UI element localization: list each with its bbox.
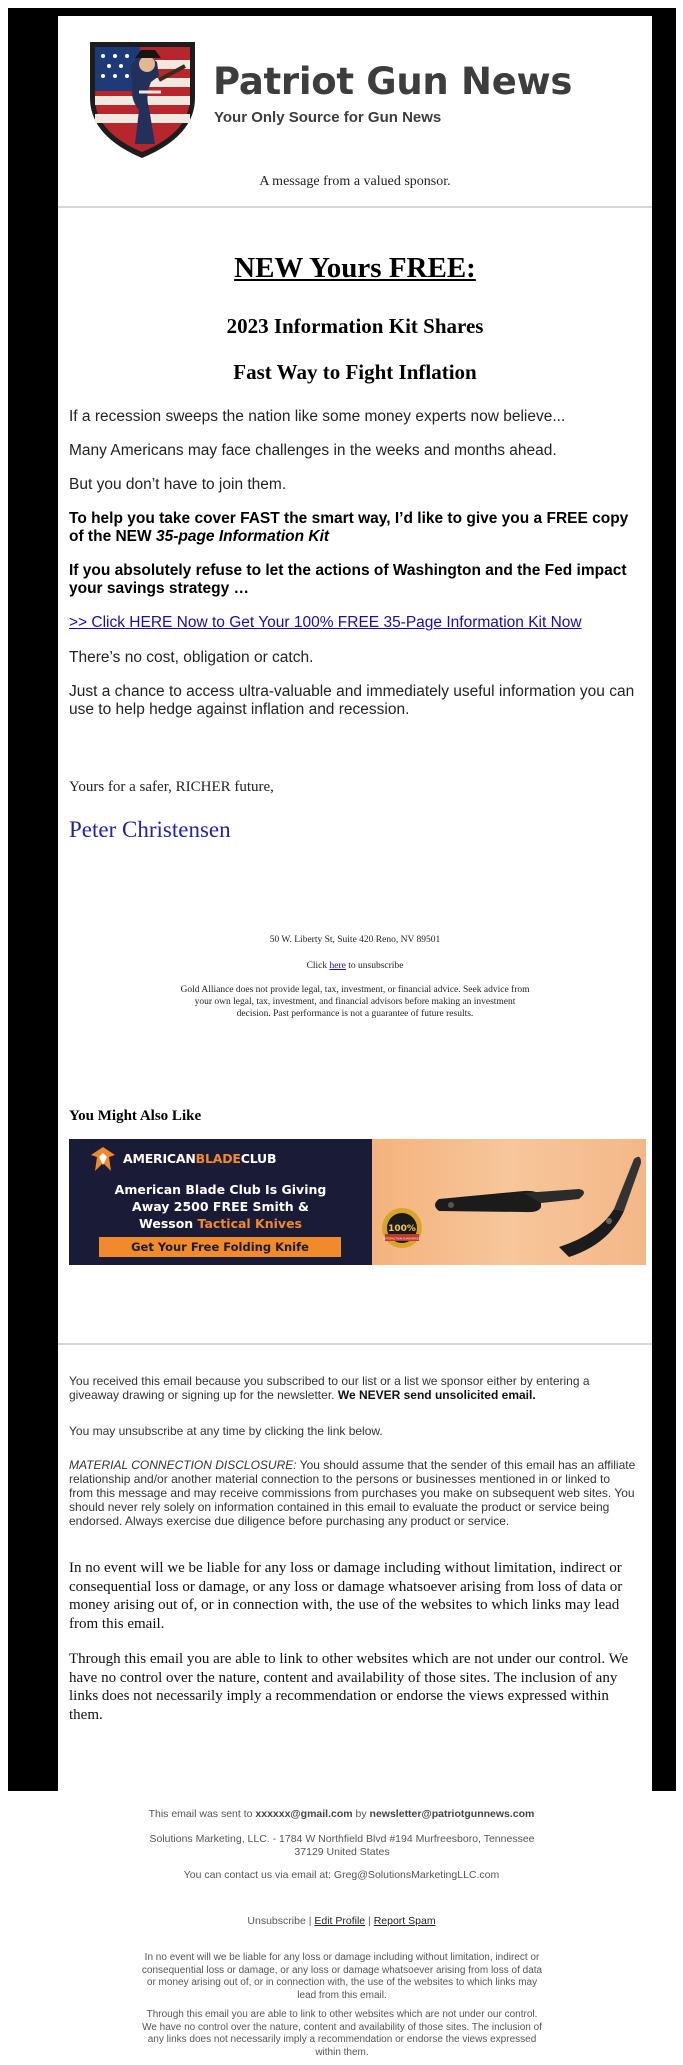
unsubscribe-notice: You may unsubscribe at any time by clicking the link below. [69, 1424, 383, 1438]
banner-line-3-a: Wesson [139, 1216, 198, 1231]
material-connection-disclosure [69, 1458, 637, 1528]
blade-club-ad-banner[interactable] [69, 1139, 646, 1265]
brand-name [123, 1151, 276, 1166]
paragraph-chance: Just a chance to access ultra-valuable and immediately useful information you can use to help hedge against inflation and recession. [69, 683, 635, 718]
eagle-icon [89, 1145, 117, 1173]
subscription-notice-text: You received this email because you subscribed to our list or a list we sponsor either by entering a giveaway drawing or signing up for the newsletter. [69, 1374, 590, 1402]
sponsor-unsubscribe-link[interactable]: here [329, 961, 346, 971]
header-divider [58, 206, 652, 208]
blade-club-brand [89, 1145, 277, 1173]
sent-by: by [352, 1808, 370, 1820]
footer-external-links: Through this email you are able to link to other websites which are not under our control. We have no control over the nature, content and availability of those sites. The inclusion of any links does not necessarily imply a recommendation or endorse the views expressed within them. [142, 2009, 542, 2058]
banner-line-3-b: Tactical Knives [197, 1216, 302, 1231]
sponsor-notice: A message from a valued sponsor. [259, 174, 451, 189]
no-unsolicited-email: We NEVER send unsolicited email. [337, 1388, 536, 1402]
subheadline-kit: 2023 Information Kit Shares [226, 314, 484, 338]
sponsor-unsubscribe-line [58, 960, 652, 972]
external-links-disclaimer: Through this email you are able to link to other websites which are not under our control. We have no control over the nature, content and availability of those sites. The inclusion of any links does not necessarily imply a recommendation or endorse the views expressed within them. [69, 1651, 629, 1723]
recipient-email: xxxxxx@gmail.com [255, 1808, 353, 1820]
footer-liability: In no event will we be liable for any loss or damage including without limitation, indirect or consequential loss or damage, or any loss or damage whatsoever arising from loss of data or money arising out of, or in connection with, the use of the websites to which links may lead from this email. [141, 1952, 543, 2001]
cta-paragraph [69, 614, 645, 632]
paragraph-challenges: Many Americans may face challenges in the weeks and months ahead. [69, 442, 557, 459]
patriot-shield-logo [85, 36, 200, 161]
unsubscribe-link[interactable]: Unsubscribe [247, 1915, 306, 1927]
free-knife-button[interactable]: Get Your Free Folding Knife [99, 1237, 341, 1257]
banner-line-3 [69, 1215, 372, 1232]
intro-paragraph: If a recession sweeps the nation like some money experts now believe... [69, 408, 566, 425]
unsubscribe-prefix: Click [306, 961, 330, 971]
sent-prefix: This email was sent to [148, 1808, 256, 1820]
sent-to-line [0, 1808, 683, 1821]
company-address: Solutions Marketing, LLC. - 1784 W Northfield Blvd #194 Murfreesboro, Tennessee 37129 United States [149, 1833, 535, 1858]
disclosure-label: MATERIAL CONNECTION DISCLOSURE: [69, 1458, 297, 1472]
sponsor-address: 50 W. Liberty St, Suite 420 Reno, NV 89501 [269, 935, 441, 945]
email-frame [8, 8, 676, 1791]
sender-email: newsletter@patriotgunnews.com [369, 1808, 535, 1820]
folding-knives-icon [429, 1149, 644, 1259]
free-copy-kit-name: 35-page Information Kit [155, 528, 330, 545]
footer-separator: | [365, 1915, 374, 1927]
report-spam-link[interactable]: Report Spam [373, 1915, 436, 1927]
banner-line-1: American Blade Club Is Giving [114, 1182, 327, 1197]
footer-separator: | [305, 1915, 315, 1927]
main-headline: NEW Yours FREE: [234, 252, 476, 284]
contact-line: You can contact us via email at: Greg@SolutionsMarketingLLC.com [183, 1869, 500, 1881]
also-like-heading: You Might Also Like [69, 1108, 202, 1124]
site-title: Patriot Gun News [213, 60, 573, 103]
disclosure-text: You should assume that the sender of this email has an affiliate relationship and/or another material connection to the persons or businesses mentioned in or linked to from this message and may receive commissions from purchases you make on subsequent web sites. You should never rely solely on information contained in this email to evaluate the product or service being endorsed. Always exercise due diligence before purchasing any product or service. [69, 1458, 636, 1528]
site-tagline: Your Only Source for Gun News [214, 109, 442, 126]
email-card [58, 16, 652, 1799]
paragraph-free-copy [69, 510, 645, 546]
newsletter-header [58, 16, 652, 206]
subscription-notice [69, 1374, 637, 1402]
free-kit-cta-link[interactable]: >> Click HERE Now to Get Your 100% FREE 35-Page Information Kit Now [69, 614, 582, 631]
paragraph-dont-join: But you don’t have to join them. [69, 476, 287, 493]
section-divider [58, 1343, 652, 1345]
badge-percent: 100% [388, 1224, 416, 1234]
badge-guarantee-text: SATISFACTION GUARANTEED [383, 1237, 421, 1241]
sponsor-disclaimer: Gold Alliance does not provide legal, tax, investment, or financial advice. Seek advice from your own legal, tax, investment, and financial advisors before making an investment decision. Past performance is not a guarantee of future results. [180, 985, 530, 1019]
liability-disclaimer: In no event will we be liable for any loss or damage including without limitation, indirect or consequential loss or damage, or any loss or damage whatsoever arising from loss of data or money arising out of, or in connection with, the use of the websites to which links may lead from this email. [69, 1560, 623, 1632]
free-copy-text: To help you take cover FAST the smart way, I’d like to give you a FREE copy of the NEW [69, 510, 629, 545]
subheadline-inflation: Fast Way to Fight Inflation [233, 360, 477, 384]
unsubscribe-suffix: to unsubscribe [345, 961, 404, 971]
banner-headline [69, 1181, 372, 1232]
brand-word-blade: BLADE [195, 1151, 241, 1166]
brand-word-american: AMERICAN [123, 1151, 196, 1166]
edit-profile-link[interactable]: Edit Profile [314, 1915, 366, 1927]
signoff: Yours for a safer, RICHER future, [69, 779, 274, 795]
signature: Peter Christensen [69, 817, 231, 842]
paragraph-no-cost: There’s no cost, obligation or catch. [69, 649, 314, 666]
footer-links [0, 1915, 683, 1928]
banner-line-2: Away 2500 FREE Smith & [132, 1199, 309, 1214]
paragraph-refuse: If you absolutely refuse to let the actions of Washington and the Fed impact your savings strategy … [69, 562, 627, 597]
brand-word-club: CLUB [240, 1151, 277, 1166]
guarantee-badge-icon [381, 1207, 423, 1249]
